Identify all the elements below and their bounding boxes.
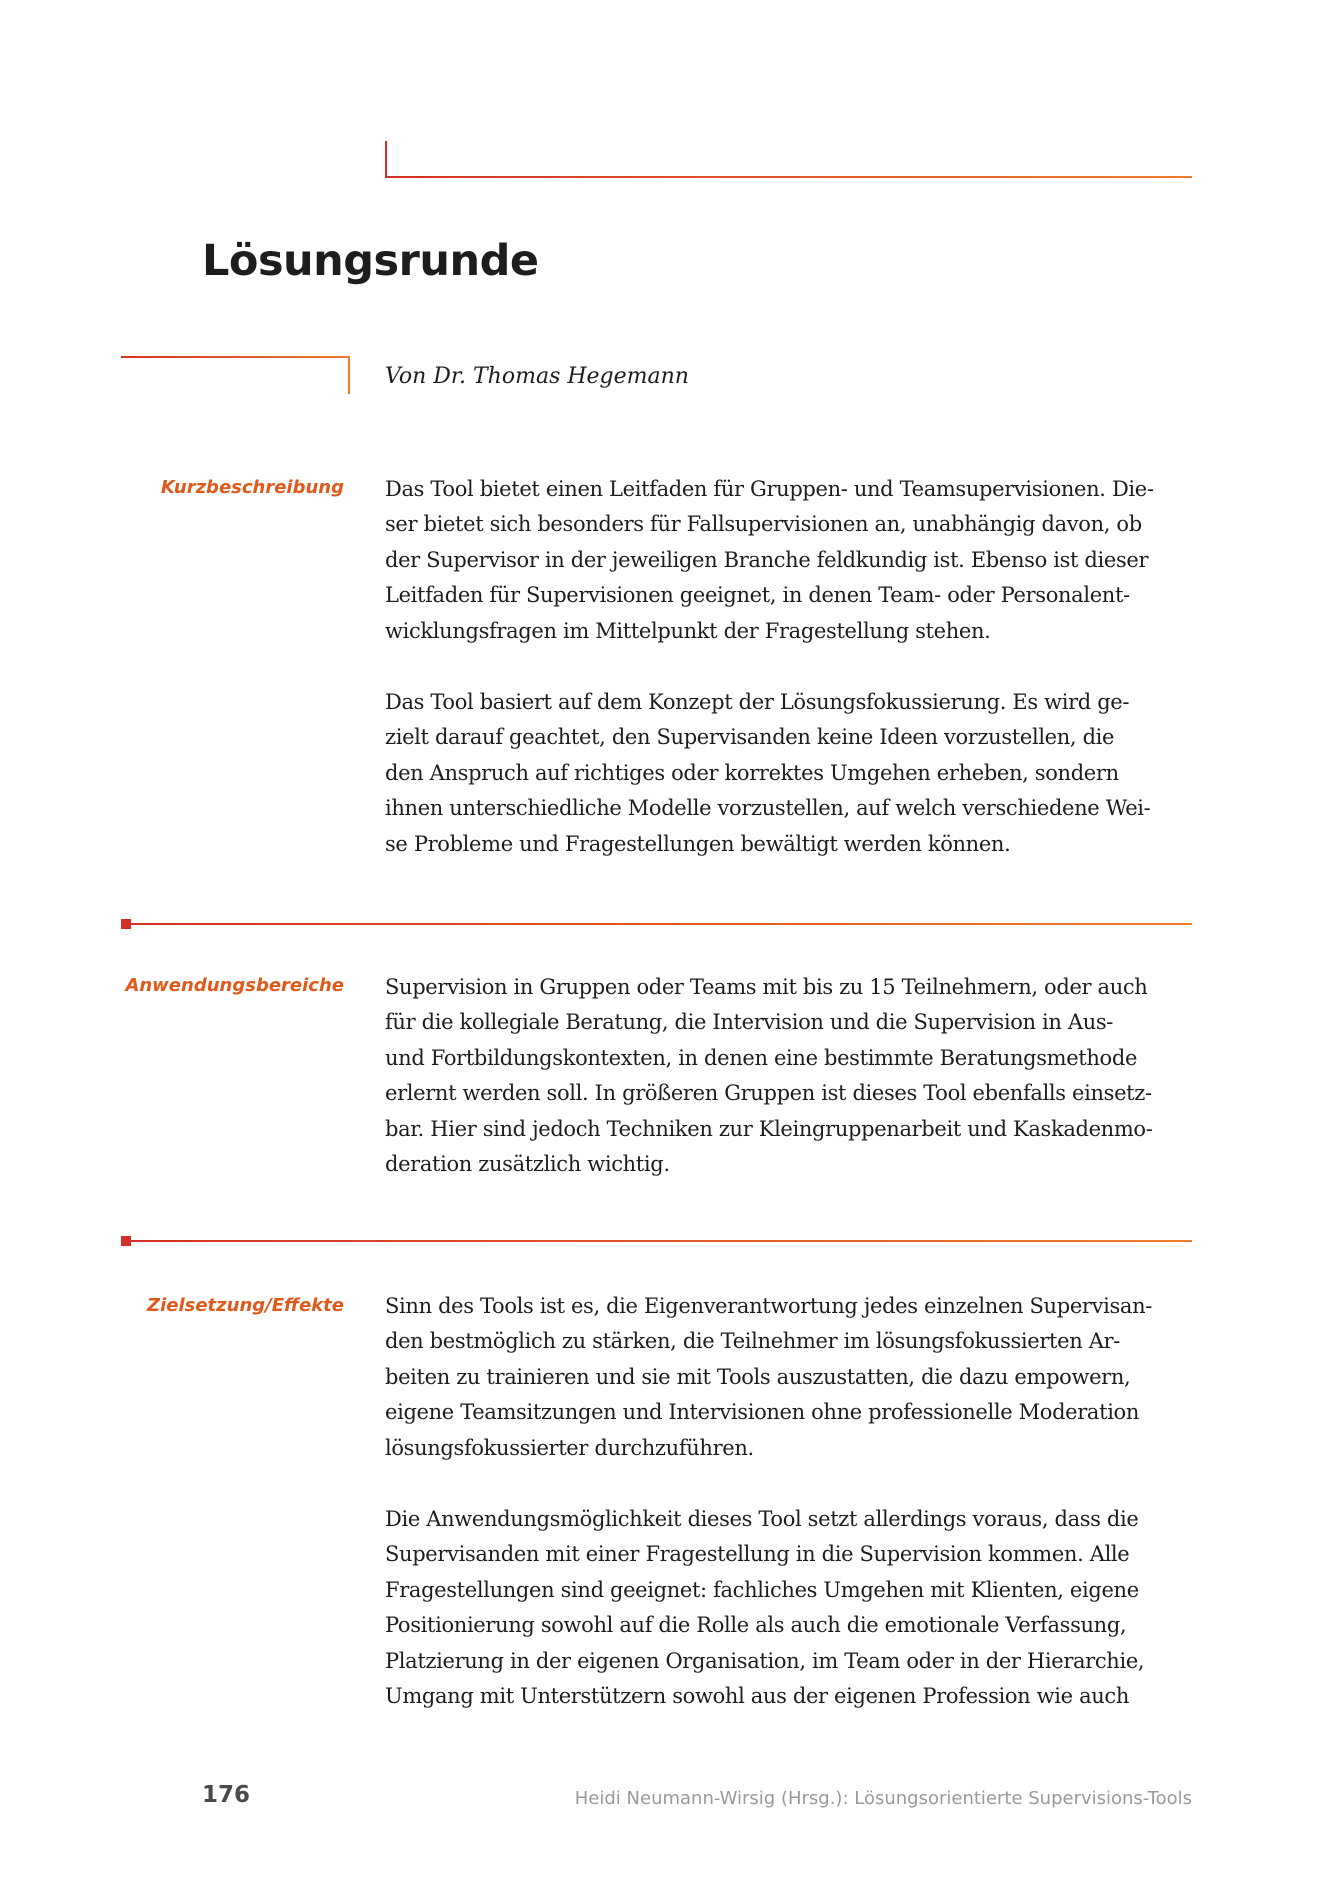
section-zielsetzung-paragraph-2: Die Anwendungsmöglichkeit dieses Tool setzt allerdings voraus, dass die Supervisanden mit einer Fragestellung in die Supervision kommen. Alle Fragestellungen sind geeignet: fachliches Umgehen mit Klienten, eigene Positionierung sowohl auf die Rolle als auch die emotionale Verfassung, Platzierung in der eigenen Organisation, im Team oder in der Hierarchie, Umgang mit Unterstützern sowohl aus der eigenen Profession wie auch — [385, 1507, 1145, 1709]
author-rule-tick — [348, 356, 350, 394]
section-label-zielsetzung-effekte: Zielsetzung/Effekte — [147, 1295, 344, 1316]
author-line: Von Dr. Thomas Hegemann — [385, 364, 689, 389]
section-label-kurzbeschreibung: Kurzbeschreibung — [160, 477, 344, 498]
section-kurzbeschreibung-paragraph-1: Das Tool bietet einen Leitfaden für Gruppen- und Teamsupervisionen. Die- ser bietet sich besonders für Fallsupervisionen an, unabhängig davon, ob der Supervisor in der jeweiligen Branche feldkundig ist. Ebenso ist dieser Leitfaden für Supervisionen geeignet, in denen Team- oder Personalent- wicklungsfragen im Mittelpunkt der Fragestellung stehen. — [385, 477, 1154, 643]
footer-citation: Heidi Neumann-Wirsig (Hrsg.): Lösungsorientierte Supervisions-Tools — [574, 1788, 1192, 1809]
page-title: Lösungsrunde — [202, 236, 539, 286]
section-anwendungsbereiche-paragraph-1: Supervision in Gruppen oder Teams mit bis zu 15 Teilnehmern, oder auch für die kollegiale Beratung, die Intervision und die Supervision in Aus- und Fortbildungskontexten, in denen eine bestimmte Beratungsmethode erlernt werden soll. In größeren Gruppen ist dieses Tool ebenfalls einsetz- bar. Hier sind jedoch Techniken zur Kleingruppenarbeit und Kaskadenmo- deration zusätzlich wichtig. — [385, 975, 1153, 1177]
top-rule — [385, 176, 1192, 178]
section-divider — [129, 1240, 1192, 1242]
section-kurzbeschreibung-paragraph-2: Das Tool basiert auf dem Konzept der Lösungsfokussierung. Es wird ge- zielt darauf geachtet, den Supervisanden keine Ideen vorzustellen, die den Anspruch auf richtiges oder korrektes Umgehen erheben, sondern ihnen unterschiedliche Modelle vorzustellen, auf welch verschiedene Wei- se Probleme und Fragestellungen bewältigt werden können. — [385, 690, 1151, 856]
section-divider — [129, 923, 1192, 925]
section-label-anwendungsbereiche: Anwendungsbereiche — [125, 975, 344, 996]
top-rule-tick — [385, 141, 387, 177]
page-number: 176 — [202, 1782, 251, 1808]
author-rule — [121, 356, 350, 358]
section-zielsetzung-paragraph-1: Sinn des Tools ist es, die Eigenverantwortung jedes einzelnen Supervisan- den bestmöglich zu stärken, die Teilnehmer im lösungsfokussierten Ar- beiten zu trainieren und sie mit Tools auszustatten, die dazu empowern, eigene Teamsitzungen und Intervisionen ohne professionelle Moderation lösungsfokussierter durchzuführen. — [385, 1294, 1152, 1460]
